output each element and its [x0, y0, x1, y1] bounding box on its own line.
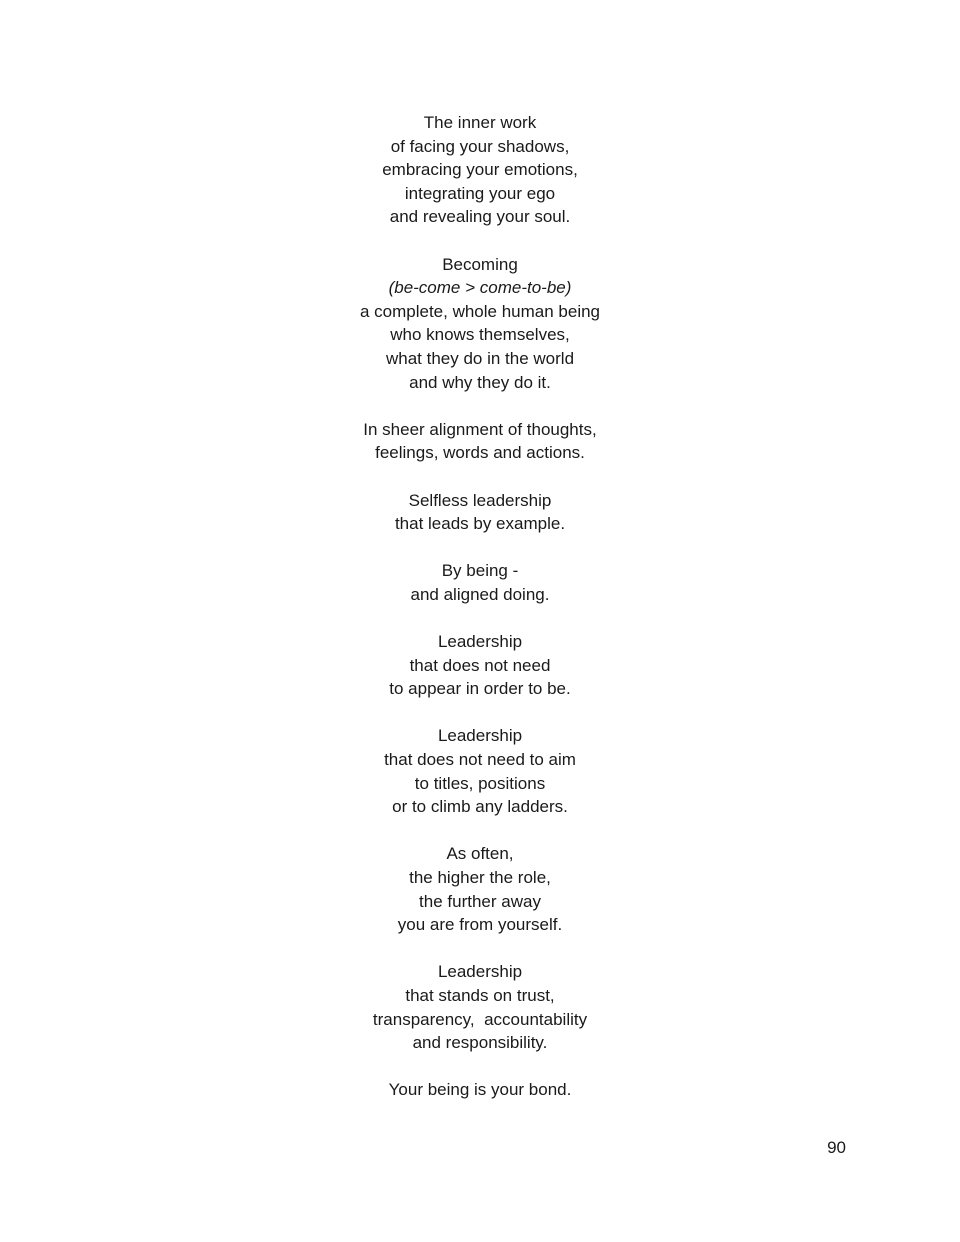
poem-line: The inner work — [423, 113, 537, 132]
poem-line: Leadership — [437, 962, 523, 982]
poem-line: the further away — [419, 891, 541, 911]
poem-line: Leadership — [437, 726, 523, 746]
poem-line: and responsibility. — [412, 1033, 548, 1053]
poem-line: or to climb any ladders. — [392, 797, 568, 817]
poem-stanza — [0, 724, 960, 818]
poem-stanza — [0, 842, 960, 936]
poem-line: and why they do it. — [409, 372, 551, 392]
poem-stanza — [0, 489, 960, 536]
poem-line: Selfless leadership — [408, 490, 552, 510]
poem-line: transparency, accountability — [372, 1009, 588, 1029]
poem-line: the higher the role, — [409, 868, 551, 887]
poem-stanza — [0, 559, 960, 606]
poem-line: you are from yourself. — [397, 915, 563, 935]
poem-stanza — [0, 960, 960, 1054]
poem-line: feelings, words and actions. — [375, 443, 585, 463]
page-number: 90 — [827, 1138, 846, 1157]
poem-line: Your being is your bond. — [388, 1080, 572, 1100]
poem-line: (be-come > come-to-be) — [388, 278, 572, 298]
poem-line: that leads by example. — [394, 514, 566, 534]
poem — [0, 111, 960, 1126]
poem-stanza — [0, 253, 960, 395]
poem-line: that does not need to aim — [384, 750, 576, 770]
poem-stanza — [0, 1078, 960, 1102]
poem-stanza — [0, 630, 960, 701]
poem-line: and aligned doing. — [410, 584, 550, 604]
poem-stanza — [0, 111, 960, 229]
poem-line: that does not need — [409, 655, 551, 675]
poem-line: a complete, whole human being — [359, 301, 601, 321]
poem-line: to titles, positions — [414, 773, 546, 793]
poem-line: By being - — [441, 561, 519, 581]
poem-line: Becoming — [442, 254, 518, 274]
poem-line: and revealing your soul. — [389, 207, 571, 227]
poem-line: In sheer alignment of thoughts, — [363, 419, 597, 439]
poem-line: integrating your ego — [404, 183, 556, 203]
poem-line: that stands on trust, — [405, 985, 555, 1005]
poem-line: of facing your shadows, — [390, 136, 570, 156]
poem-stanza — [0, 418, 960, 465]
poem-line: what they do in the world — [385, 348, 575, 368]
poem-line: who knows themselves, — [390, 325, 570, 345]
poem-line: Leadership — [437, 632, 523, 652]
poem-line: embracing your emotions, — [382, 160, 578, 180]
poem-line: As often, — [446, 844, 514, 864]
poem-line: to appear in order to be. — [389, 679, 571, 699]
